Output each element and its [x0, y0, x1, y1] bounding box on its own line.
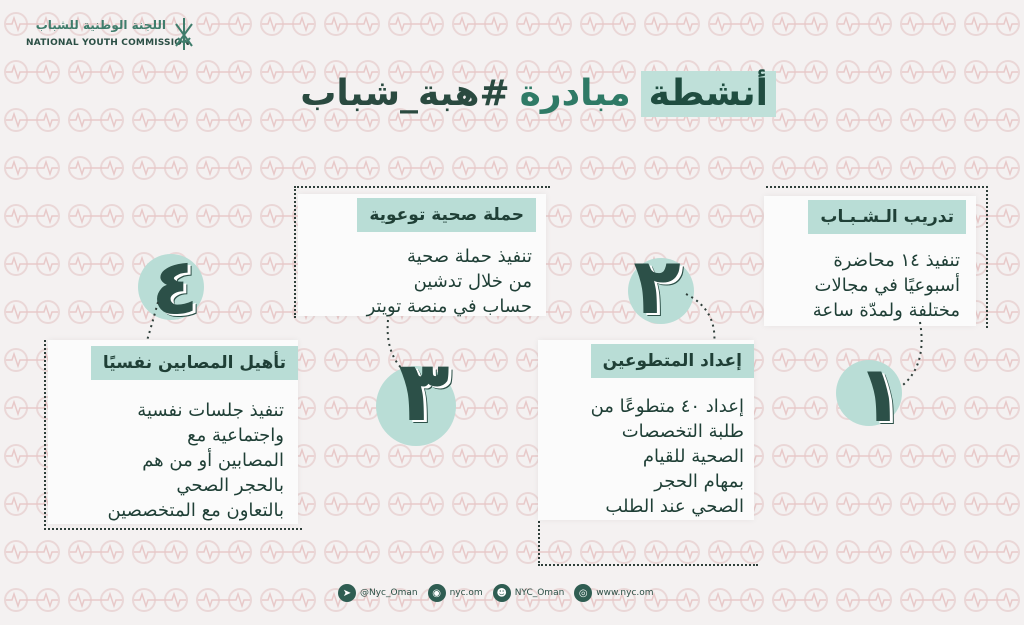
logo: [26, 16, 196, 56]
title-initiative: [520, 71, 631, 117]
card-line: بالحجر الصحي: [176, 475, 284, 496]
card-heading: إعداد المتطوعين: [591, 344, 754, 378]
card-line: من خلال تدشين: [413, 271, 532, 292]
card-youth-training: [764, 196, 976, 326]
card-psychological-support: [48, 340, 298, 524]
logo-arabic-text: اللجنة الوطنية للشباب: [35, 18, 166, 32]
social-footer: [338, 582, 654, 604]
card-line: مختلفة ولمدّة ساعة: [812, 300, 960, 321]
number-3: ٣: [398, 342, 450, 440]
logo-english-text: NATIONAL YOUTH COMMISSION: [26, 38, 190, 48]
twitter-icon: ➤: [338, 584, 356, 602]
page-title: [236, 66, 776, 122]
card-line: إعداد ٤٠ متطوعًا من: [590, 396, 744, 417]
card-line: بالتعاون مع المتخصصين: [107, 500, 284, 521]
card-line: أسبوعيًا في مجالات: [814, 275, 960, 296]
title-word-initiative: مبادرة: [519, 73, 631, 114]
social-instagram[interactable]: [428, 584, 483, 602]
card-line: الصحي عند الطلب: [605, 496, 744, 517]
snapchat-icon: ☻: [493, 584, 511, 602]
card-line: واجتماعية مع: [187, 425, 284, 446]
card-line: تنفيذ حملة صحية: [407, 246, 532, 267]
social-label: @Nyc_Oman: [360, 588, 418, 598]
social-label: NYC_Oman: [514, 588, 565, 598]
card-line: تنفيذ ١٤ محاضرة: [833, 250, 960, 271]
card-line: طلبة التخصصات: [621, 421, 744, 442]
card-heading: تأهيل المصابين نفسيًا: [91, 346, 298, 380]
web-icon: ◎: [574, 584, 592, 602]
card-line: المصابين أو من هم: [142, 450, 284, 471]
number-2: ٢: [633, 242, 681, 332]
social-website[interactable]: [574, 584, 653, 602]
social-twitter[interactable]: [338, 584, 418, 602]
social-label: www.nyc.om: [596, 588, 654, 598]
social-snapchat[interactable]: [493, 584, 565, 602]
oman-emblem-icon: [172, 16, 196, 54]
card-heading: حملة صحية توعوية: [357, 198, 536, 232]
card-line: بمهام الحجر: [654, 471, 744, 492]
card-line: حساب في منصة تويتر: [366, 296, 532, 317]
social-label: nyc.om: [449, 588, 483, 598]
card-line: الصحية للقيام: [642, 446, 744, 467]
number-1: ١: [856, 350, 904, 440]
number-4: ٤: [151, 242, 199, 332]
title-hashtag: #هبة_شباب: [300, 73, 510, 114]
card-health-campaign: [298, 194, 546, 316]
title-highlight-word: أنشطة: [641, 71, 776, 117]
instagram-icon: ◉: [428, 584, 446, 602]
card-heading: تدريب الـشـبـاب: [808, 200, 966, 234]
card-line: تنفيذ جلسات نفسية: [137, 400, 284, 421]
card-volunteers: [538, 340, 754, 520]
